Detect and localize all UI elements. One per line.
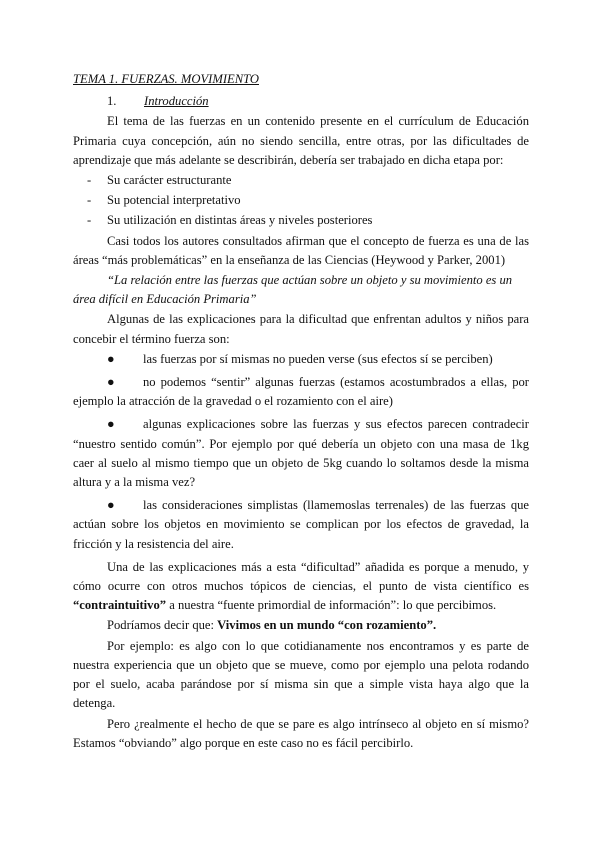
list-item-text: las fuerzas por sí mismas no pueden verse (sus efectos sí se perciben)	[143, 351, 493, 366]
bold-term: “contraintuitivo”	[73, 598, 167, 613]
quote-text: “La relación entre las fuerzas que actúan sobre un objeto y su movimiento es un área difícil en Educación Primaria”	[73, 273, 513, 307]
list-item	[73, 373, 529, 411]
list-item-text: no podemos “sentir” algunas fuerzas (estamos acostumbrados a ellas, por ejemplo la atracción de la gravedad o el rozamiento con el aire)	[73, 375, 529, 409]
list-item	[73, 496, 529, 554]
text-run: Una de las explicaciones más a esta “dificultad” añadida es porque a menudo, y cómo ocurre con otros muchos tópicos de ciencias, el punto de vista científico es	[73, 559, 529, 594]
list-item-text: algunas explicaciones sobre las fuerzas y sus efectos parecen contradecir “nuestro sentido común”. Por ejemplo por qué debería un objeto con una masa de 1kg caer al suelo al mismo tiempo que un objeto de 5kg cuando lo soltamos desde la misma altura y a la misma vez?	[73, 417, 529, 490]
document-body	[73, 70, 529, 754]
paragraph-counterintuitive	[73, 558, 529, 616]
list-item	[73, 350, 529, 369]
list-item	[73, 191, 529, 210]
text-run: Podríamos decir que:	[107, 618, 218, 633]
text-run: a nuestra “fuente primordial de información”: lo que percibimos.	[166, 598, 497, 613]
list-item-text: las consideraciones simplistas (llamemoslas terrenales) de las fuerzas que actúan sobre los objetos en movimiento se complican por los efectos de gravedad, la fricción y la resistencia del aire.	[73, 498, 529, 551]
bullet-marker: ●	[107, 351, 115, 366]
list-item	[73, 211, 529, 230]
paragraph-intro: El tema de las fuerzas en un contenido presente en el currículum de Educación Primaria cuya concepción, aún no siendo sencilla, entre otras, por las dificultades de aprendizaje que más adelante se describirán, debería ser trabajado en dicha etapa por:	[73, 114, 529, 167]
list-item-text: Su potencial interpretativo	[107, 193, 241, 208]
paragraph-friction-world	[73, 616, 529, 635]
dash-marker: -	[87, 173, 92, 188]
list-item-text: Su carácter estructurante	[107, 173, 232, 188]
paragraph-question: Pero ¿realmente el hecho de que se pare es algo intrínseco al objeto en sí mismo? Estamos “obviando” algo porque en este caso no es fácil percibirlo.	[73, 716, 529, 750]
list-item	[73, 415, 529, 492]
section-heading	[73, 92, 529, 111]
bullet-marker: ●	[107, 375, 115, 390]
list-item	[73, 171, 529, 190]
bold-statement: Vivimos en un mundo “con rozamiento”.	[217, 618, 437, 633]
bullet-list	[73, 350, 529, 554]
paragraph-explanations: Algunas de las explicaciones para la dificultad que enfrentan adultos y niños para concebir el término fuerza son:	[73, 312, 529, 346]
bullet-marker: ●	[107, 417, 115, 432]
dash-list	[73, 171, 529, 231]
paragraph-example: Por ejemplo: es algo con lo que cotidianamente nos encontramos y es parte de nuestra experiencia que un objeto que se mueve, como por ejemplo una pelota rodando por el suelo, acaba parándose por sí misma sin que a simple vista haya algo que la detenga.	[73, 638, 529, 711]
section-name: Introducción	[144, 94, 209, 109]
section-number: 1.	[107, 94, 117, 109]
list-item-text: Su utilización en distintas áreas y niveles posteriores	[107, 213, 373, 228]
paragraph-authors: Casi todos los autores consultados afirman que el concepto de fuerza es una de las áreas “más problemáticas” en la enseñanza de las Ciencias (Heywood y Parker, 2001)	[73, 233, 529, 267]
dash-marker: -	[87, 193, 92, 208]
dash-marker: -	[87, 213, 92, 228]
bullet-marker: ●	[107, 498, 115, 513]
document-title: TEMA 1. FUERZAS. MOVIMIENTO	[73, 72, 259, 86]
